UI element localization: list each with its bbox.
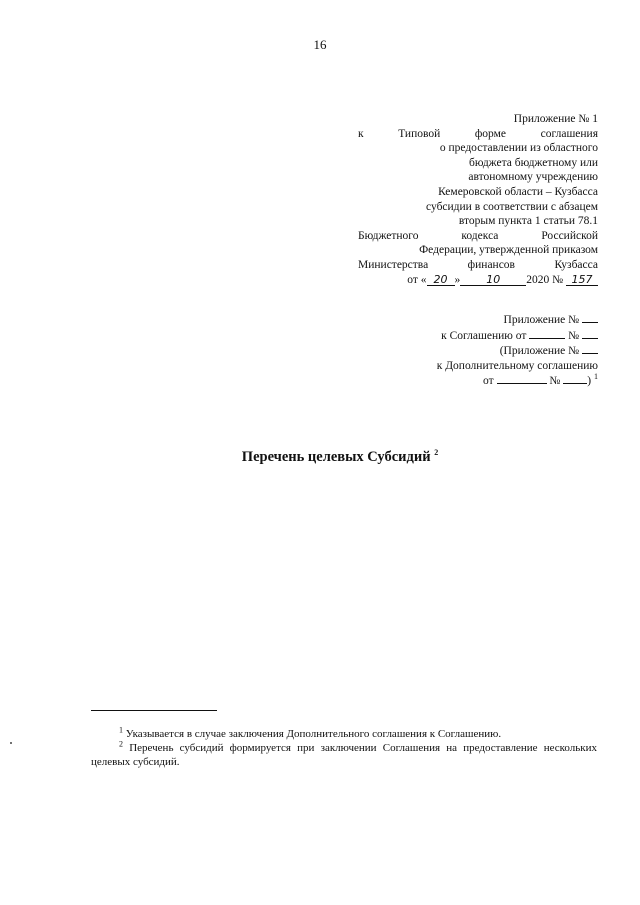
supplement-number-label: №: [549, 375, 561, 388]
scan-speck: [10, 742, 12, 744]
agreement-label: к Соглашению от: [441, 329, 527, 342]
appendix-1-line: Министерства финансов Кузбасса: [358, 258, 598, 271]
closing-paren: ): [587, 375, 592, 388]
footnote-text: Указывается в случае заключения Дополнительного соглашения к Соглашению.: [125, 728, 502, 740]
appendix-2-line: [358, 312, 598, 328]
appendix-2-number-label: Приложение №: [503, 314, 580, 326]
blank-field: [582, 328, 598, 339]
appendix-1-line: к Типовой форме соглашения: [358, 127, 598, 140]
footnote-ref: 2: [434, 448, 439, 458]
appendix-1-line: бюджета бюджетному или: [468, 156, 598, 169]
appendix-2-line: [358, 373, 598, 389]
footnote: [91, 727, 597, 741]
footnote-divider: [91, 710, 217, 711]
date-mid: »: [454, 273, 461, 286]
title-text: Перечень целевых Субсидий: [241, 449, 431, 465]
appendix-1-line: автономному учреждению: [468, 171, 598, 184]
date-year: 2020 №: [526, 273, 564, 286]
appendix-2-header: [358, 312, 598, 389]
blank-field: [529, 328, 565, 339]
date-prefix: от «: [407, 273, 427, 286]
appendix-2-line: [358, 328, 598, 344]
page-title: [0, 449, 640, 466]
appendix-1-header: [358, 112, 598, 287]
footnote-ref: 1: [594, 372, 598, 382]
footnote-mark: 2: [119, 739, 123, 749]
blank-field: [563, 373, 587, 384]
appendix-1-line: о предоставлении из областного: [439, 142, 598, 155]
appendix-1-line: Бюджетного кодекса Российской: [358, 229, 598, 242]
supplement-date-label: от: [483, 375, 494, 388]
blank-field: [582, 312, 598, 323]
appendix-2-line: к Дополнительному соглашению: [436, 359, 598, 372]
appendix-paren-label: (Приложение №: [499, 345, 580, 358]
footnote: [91, 741, 597, 769]
appendix-1-line: вторым пункта 1 статьи 78.1: [458, 215, 598, 228]
footnotes: [91, 727, 597, 769]
appendix-1-line: Приложение № 1: [513, 113, 598, 125]
appendix-1-line: Кемеровской области – Кузбасса: [438, 185, 598, 198]
appendix-1-line: Федерации, утвержденной приказом: [419, 244, 598, 257]
footnote-text: Перечень субсидий формируется при заключении Соглашения на предоставление нескольких целевых субсидий.: [91, 742, 597, 768]
handwritten-order-number: 157: [566, 274, 598, 286]
handwritten-month: 10: [460, 274, 526, 286]
footnote-mark: 1: [119, 725, 123, 735]
blank-field: [497, 373, 547, 384]
handwritten-day: 20: [427, 274, 455, 286]
page-number: 16: [313, 37, 327, 52]
appendix-1-date-line: [358, 273, 598, 288]
agreement-number-label: №: [568, 329, 580, 342]
blank-field: [582, 343, 598, 354]
appendix-1-line: субсидии в соответствии с абзацем: [426, 200, 598, 213]
appendix-2-line: [358, 343, 598, 359]
